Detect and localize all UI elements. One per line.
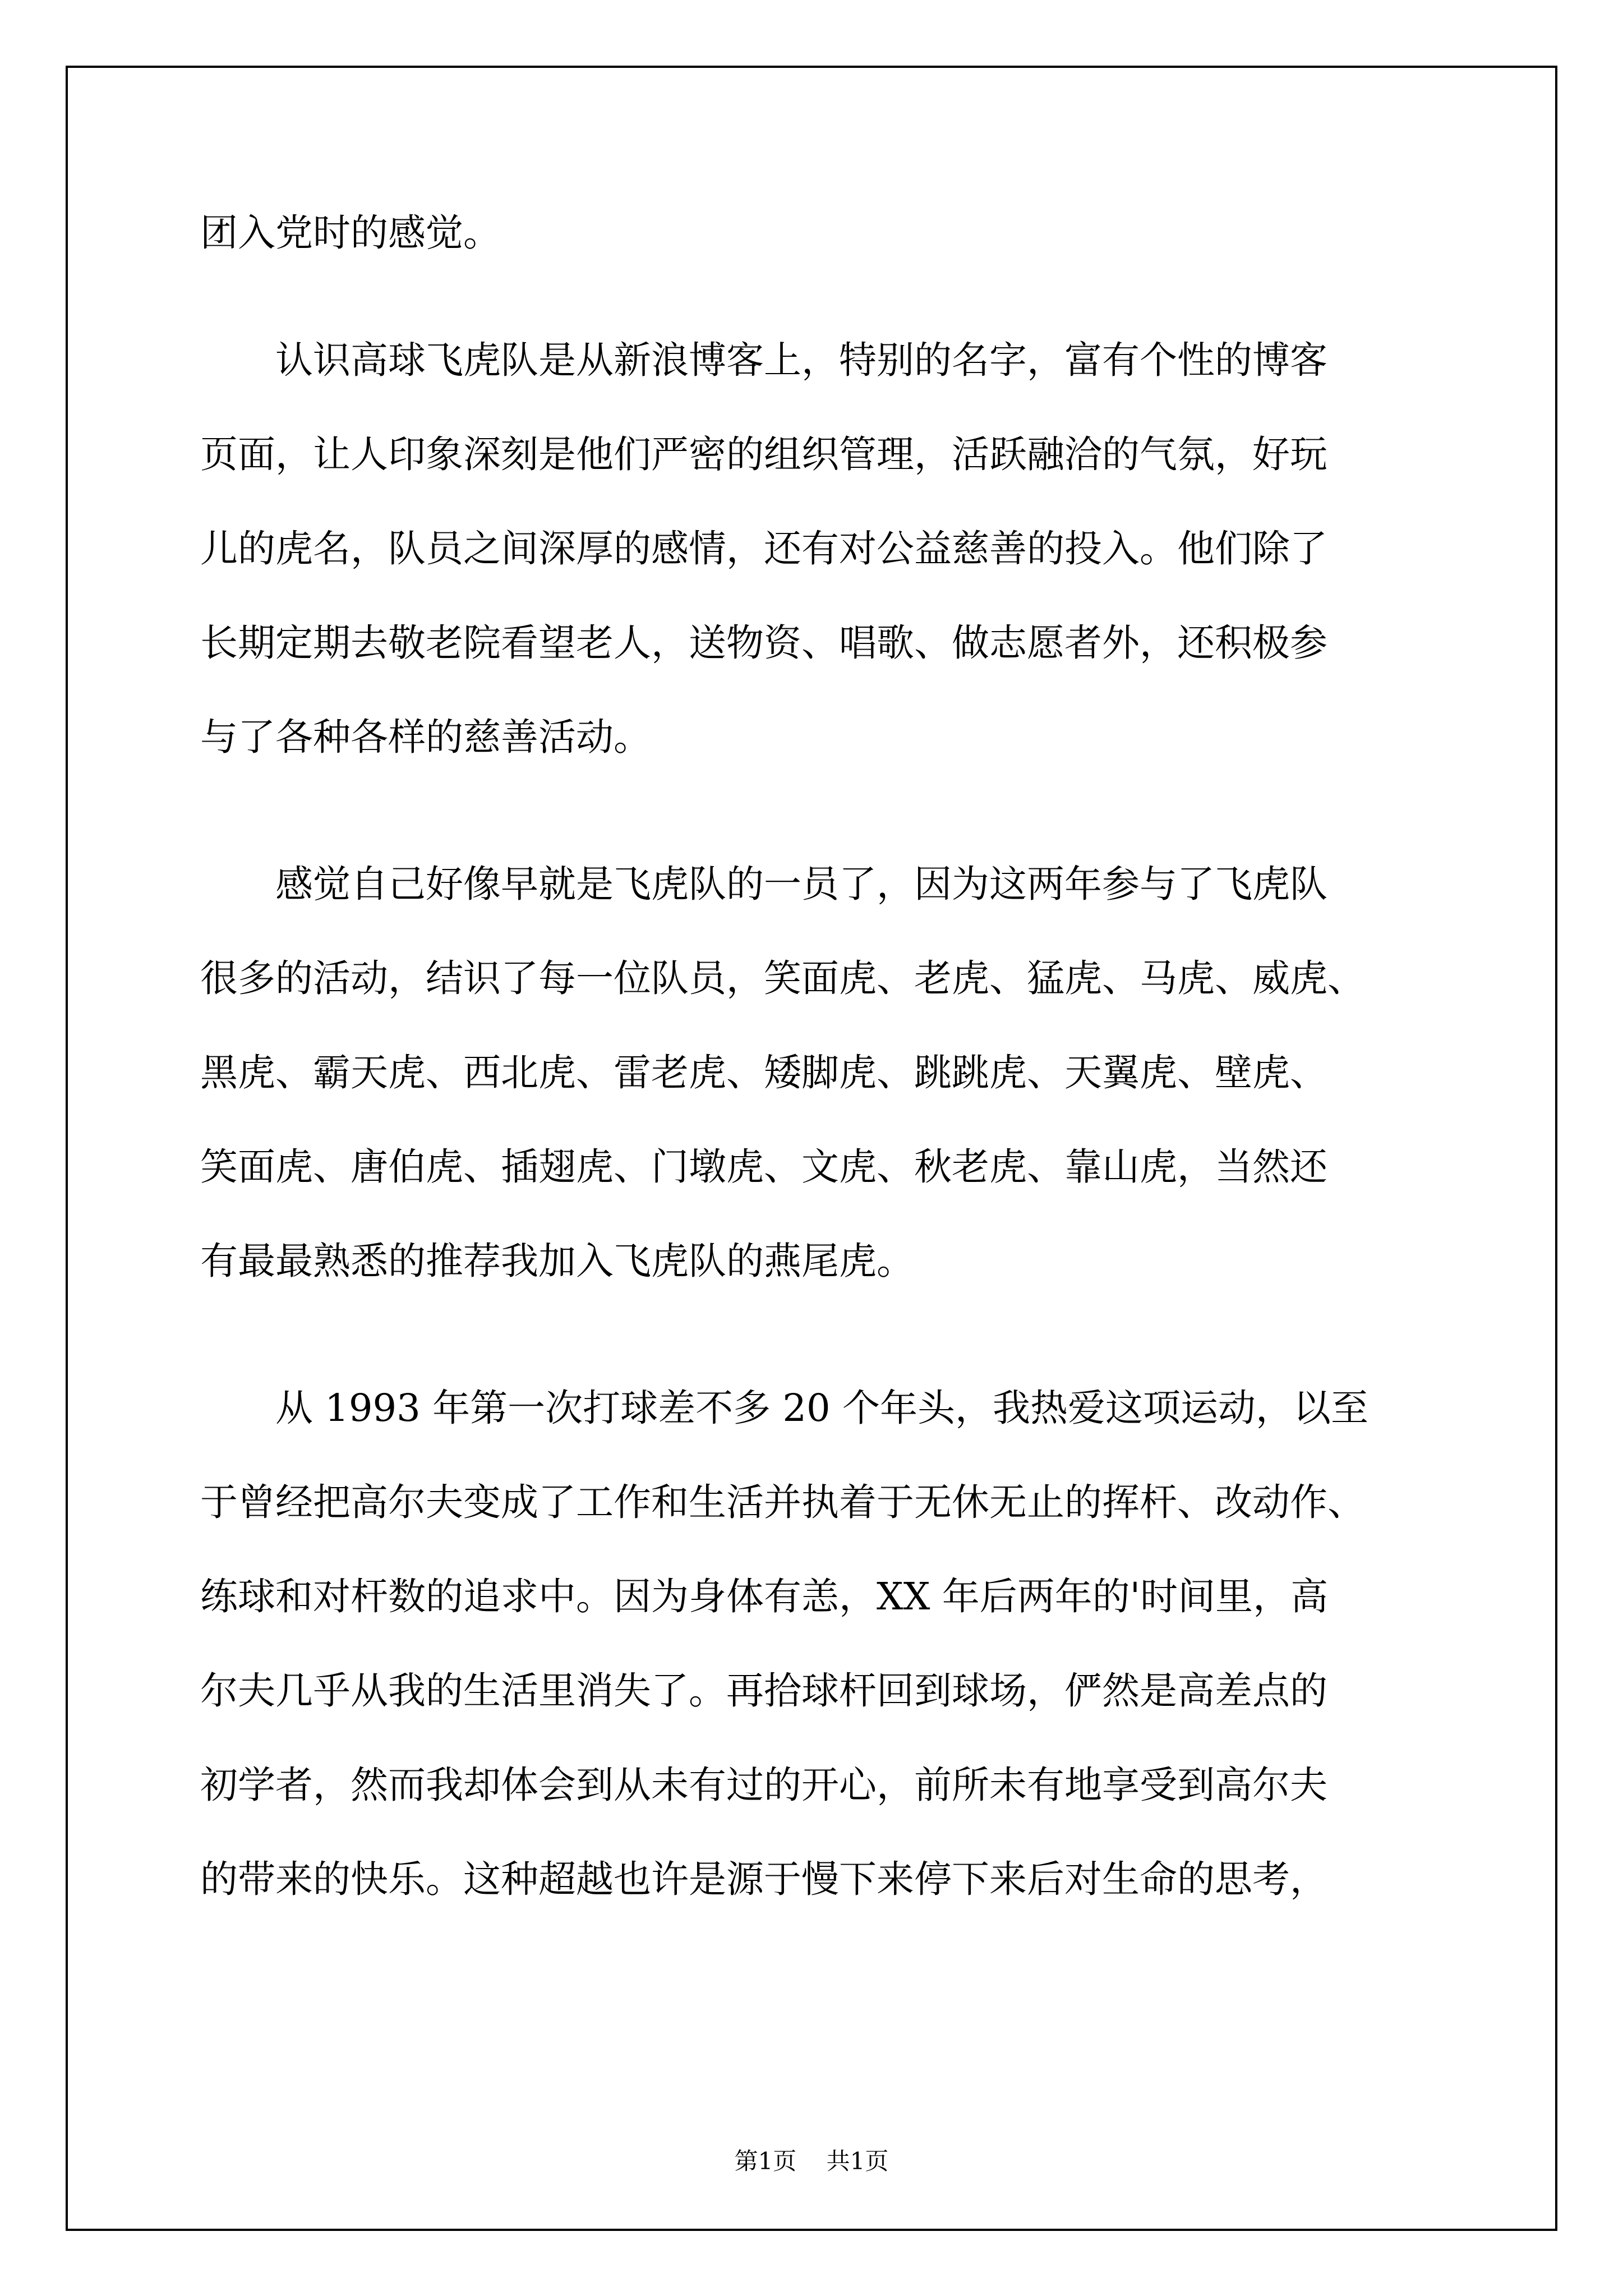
- text-line: 认识高球飞虎队是从新浪博客上，特别的名字，富有个性的博客: [200, 338, 1327, 382]
- text-line: 儿的虎名，队员之间深厚的感情，还有对公益慈善的投入。他们除了: [200, 527, 1327, 570]
- page-total: 共1页: [826, 2147, 889, 2175]
- paragraph-3: [200, 837, 1365, 1308]
- text-line: 有最最熟悉的推荐我加入飞虎队的燕尾虎。: [200, 1239, 914, 1283]
- text-line: 团入党时的感觉。: [200, 211, 501, 255]
- text-line: 页面，让人印象深刻是他们严密的组织管理，活跃融洽的气氛，好玩: [200, 432, 1327, 476]
- paragraph-4: [200, 1361, 1368, 1926]
- text-line: 黑虎、霸天虎、西北虎、雷老虎、矮脚虎、跳跳虎、天翼虎、壁虎、: [200, 1051, 1327, 1094]
- paragraph-1: [200, 186, 501, 280]
- text-line: 尔夫几乎从我的生活里消失了。再拾球杆回到球场，俨然是高差点的: [200, 1669, 1327, 1713]
- text-line: 练球和对杆数的追求中。因为身体有恙，XX 年后两年的'时间里，高: [200, 1575, 1329, 1618]
- text-line: 从 1993 年第一次打球差不多 20 个年头，我热爱这项运动，以至: [200, 1386, 1368, 1430]
- text-line: 长期定期去敬老院看望老人，送物资、唱歌、做志愿者外，还积极参: [200, 621, 1327, 665]
- text-line: 笑面虎、唐伯虎、插翅虎、门墩虎、文虎、秋老虎、靠山虎，当然还: [200, 1145, 1327, 1189]
- text-line: 感觉自己好像早就是飞虎队的一员了，因为这两年参与了飞虎队: [200, 862, 1327, 906]
- text-line: 于曾经把高尔夫变成了工作和生活并执着于无休无止的挥杆、改动作、: [200, 1480, 1365, 1524]
- text-line: 初学者，然而我却体会到从未有过的开心，前所未有地享受到高尔夫: [200, 1763, 1327, 1807]
- text-line: 很多的活动，结识了每一位队员，笑面虎、老虎、猛虎、马虎、威虎、: [200, 956, 1365, 1000]
- page-footer: [0, 2143, 1623, 2177]
- paragraph-2: [200, 313, 1327, 784]
- text-line: 的带来的快乐。这种超越也许是源于慢下来停下来后对生命的思考，: [200, 1857, 1327, 1901]
- text-line: 与了各种各样的慈善活动。: [200, 715, 651, 759]
- page-number: 第1页: [734, 2147, 797, 2175]
